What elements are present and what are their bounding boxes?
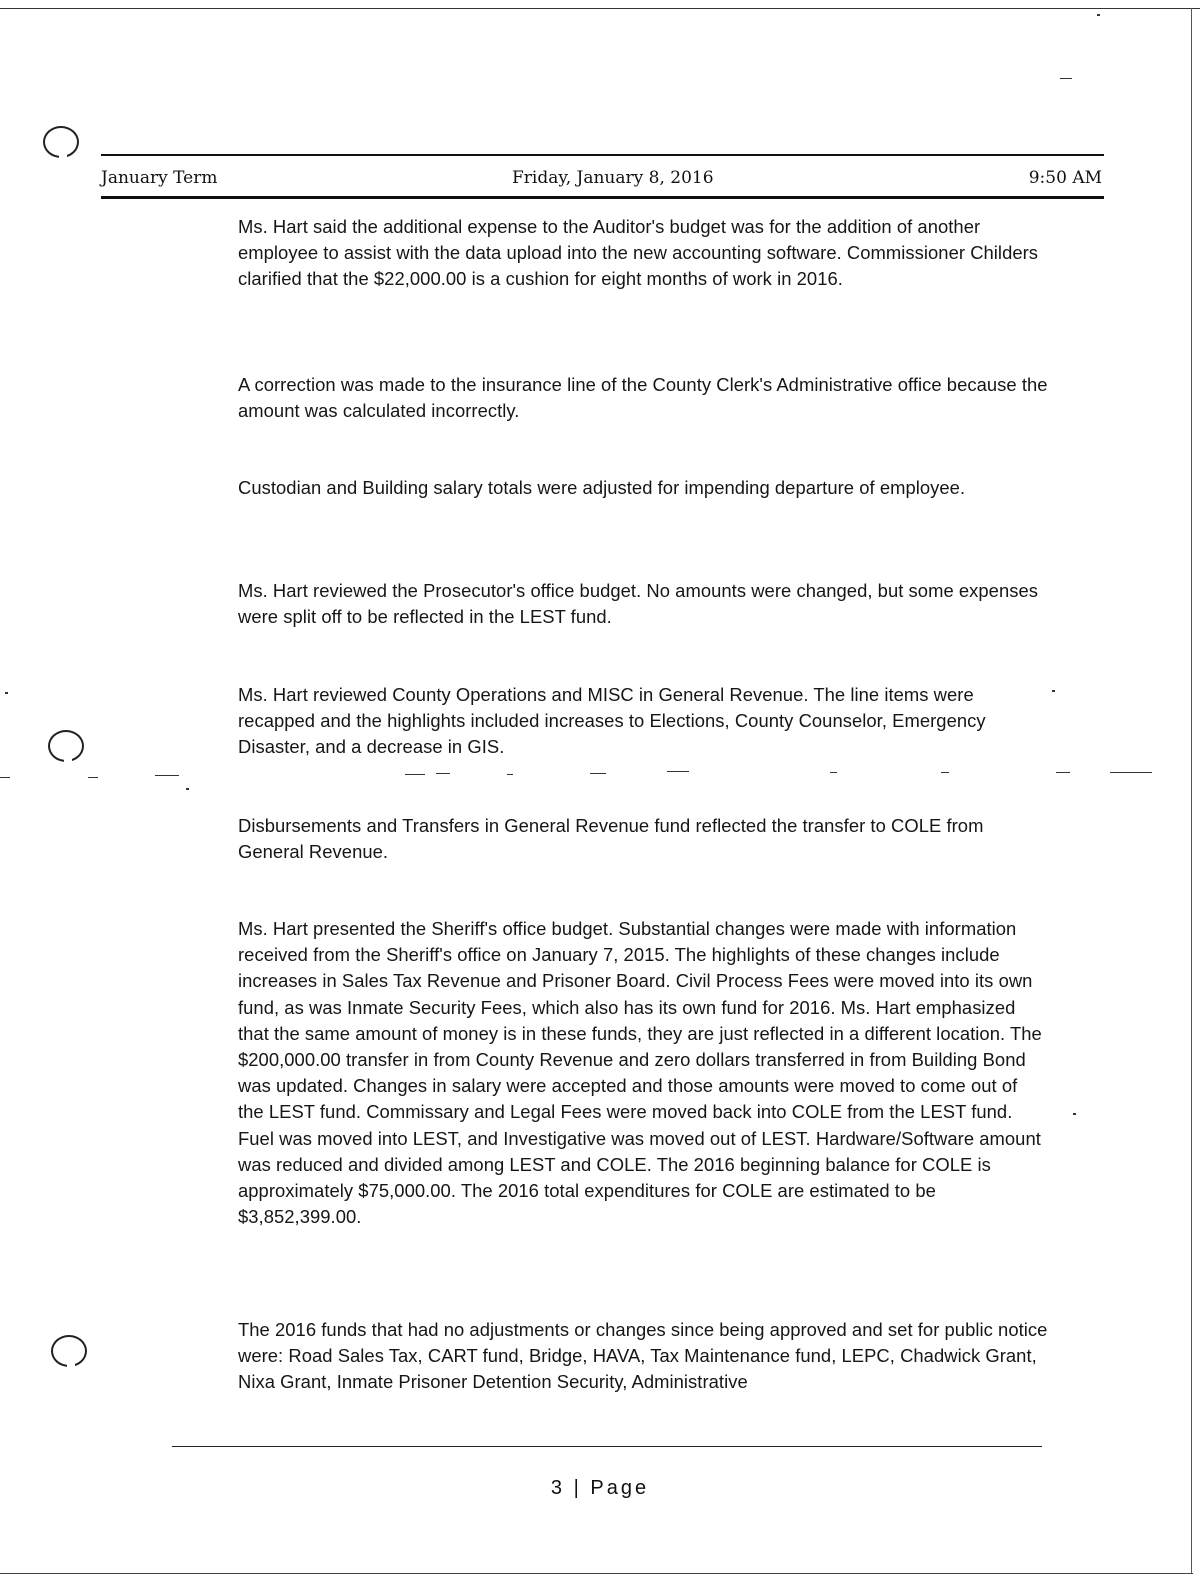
header-date: Friday, January 8, 2016 (512, 168, 714, 188)
scan-artifact-mark (1097, 14, 1100, 16)
scan-artifact-mark (1073, 1113, 1076, 1115)
header-time: 9:50 AM (1028, 168, 1102, 188)
punch-hole-bottom-icon (51, 1335, 87, 1367)
paragraph-county-operations: Ms. Hart reviewed County Operations and MISC in General Revenue. The line items were recapped and the highlights included increases to Elections, County Counselor, Emergency Disaster, and a decrease in GIS. (238, 684, 986, 758)
scan-artifact-mark (186, 788, 189, 790)
header-rule-bottom (101, 196, 1104, 199)
header-rule-top (101, 154, 1104, 156)
header-term: January Term (101, 168, 218, 188)
punch-hole-middle-icon (48, 730, 84, 762)
paragraph-custodian-salary: Custodian and Building salary totals were adjusted for impending departure of employee. (238, 477, 966, 498)
footer-rule (172, 1446, 1042, 1447)
page-number: 3 | Page (550, 1477, 650, 1499)
paragraph-insurance-correction: A correction was made to the insurance line of the County Clerk's Administrative office because the amount was calculated incorrectly. (238, 374, 1048, 422)
punch-hole-top-icon (43, 126, 79, 158)
page-frame-top-edge (0, 8, 1200, 9)
scan-artifact-mark (1052, 690, 1055, 692)
scan-artifact-mark (5, 692, 8, 694)
scan-artifact-mark (1060, 78, 1072, 79)
paragraph-unchanged-funds: The 2016 funds that had no adjustments or changes since being approved and set for public notice were: Road Sales Tax, CART fund, Bridge, HAVA, Tax Maintenance fund, LEPC, Chadwick Grant, Nixa Grant, Inmate Prisoner Detention Security, Administrative (238, 1319, 1048, 1393)
paragraph-sheriff-budget: Ms. Hart presented the Sheriff's office budget. Substantial changes were made with information received from the Sheriff's office on January 7, 2015. The highlights of these changes include increases in Sales Tax Revenue and Prisoner Board. Civil Process Fees were moved into its own fund, as was Inmate Security Fees, which also has its own fund for 2016. Ms. Hart emphasized that the same amount of money is in these funds, they are just reflected in a different location. The $200,000.00 transfer in from County Revenue and zero dollars transferred in from Building Bond was updated. Changes in salary were accepted and those amounts were moved to come out of the LEST fund. Commissary and Legal Fees were moved back into COLE from the LEST fund. Fuel was moved into LEST, and Investigative was moved out of LEST. Hardware/Software amount was reduced and divided among LEST and COLE. The 2016 beginning balance for COLE is approximately $75,000.00. The 2016 total expenditures for COLE are estimated to be $3,852,399.00. (238, 918, 1042, 1228)
page-frame-right-edge (1191, 8, 1192, 1573)
page-frame-bottom-edge (0, 1573, 1193, 1574)
paragraph-disbursements: Disbursements and Transfers in General Revenue fund reflected the transfer to COLE from General Revenue. (238, 815, 984, 863)
paragraph-prosecutor-budget: Ms. Hart reviewed the Prosecutor's office budget. No amounts were changed, but some expenses were split off to be reflected in the LEST fund. (238, 580, 1039, 628)
paragraph-auditor-budget: Ms. Hart said the additional expense to the Auditor's budget was for the addition of another employee to assist with the data upload into the new accounting software. Commissioner Childers clarified that the $22,000.00 is a cushion for eight months of work in 2016. (238, 216, 1039, 290)
